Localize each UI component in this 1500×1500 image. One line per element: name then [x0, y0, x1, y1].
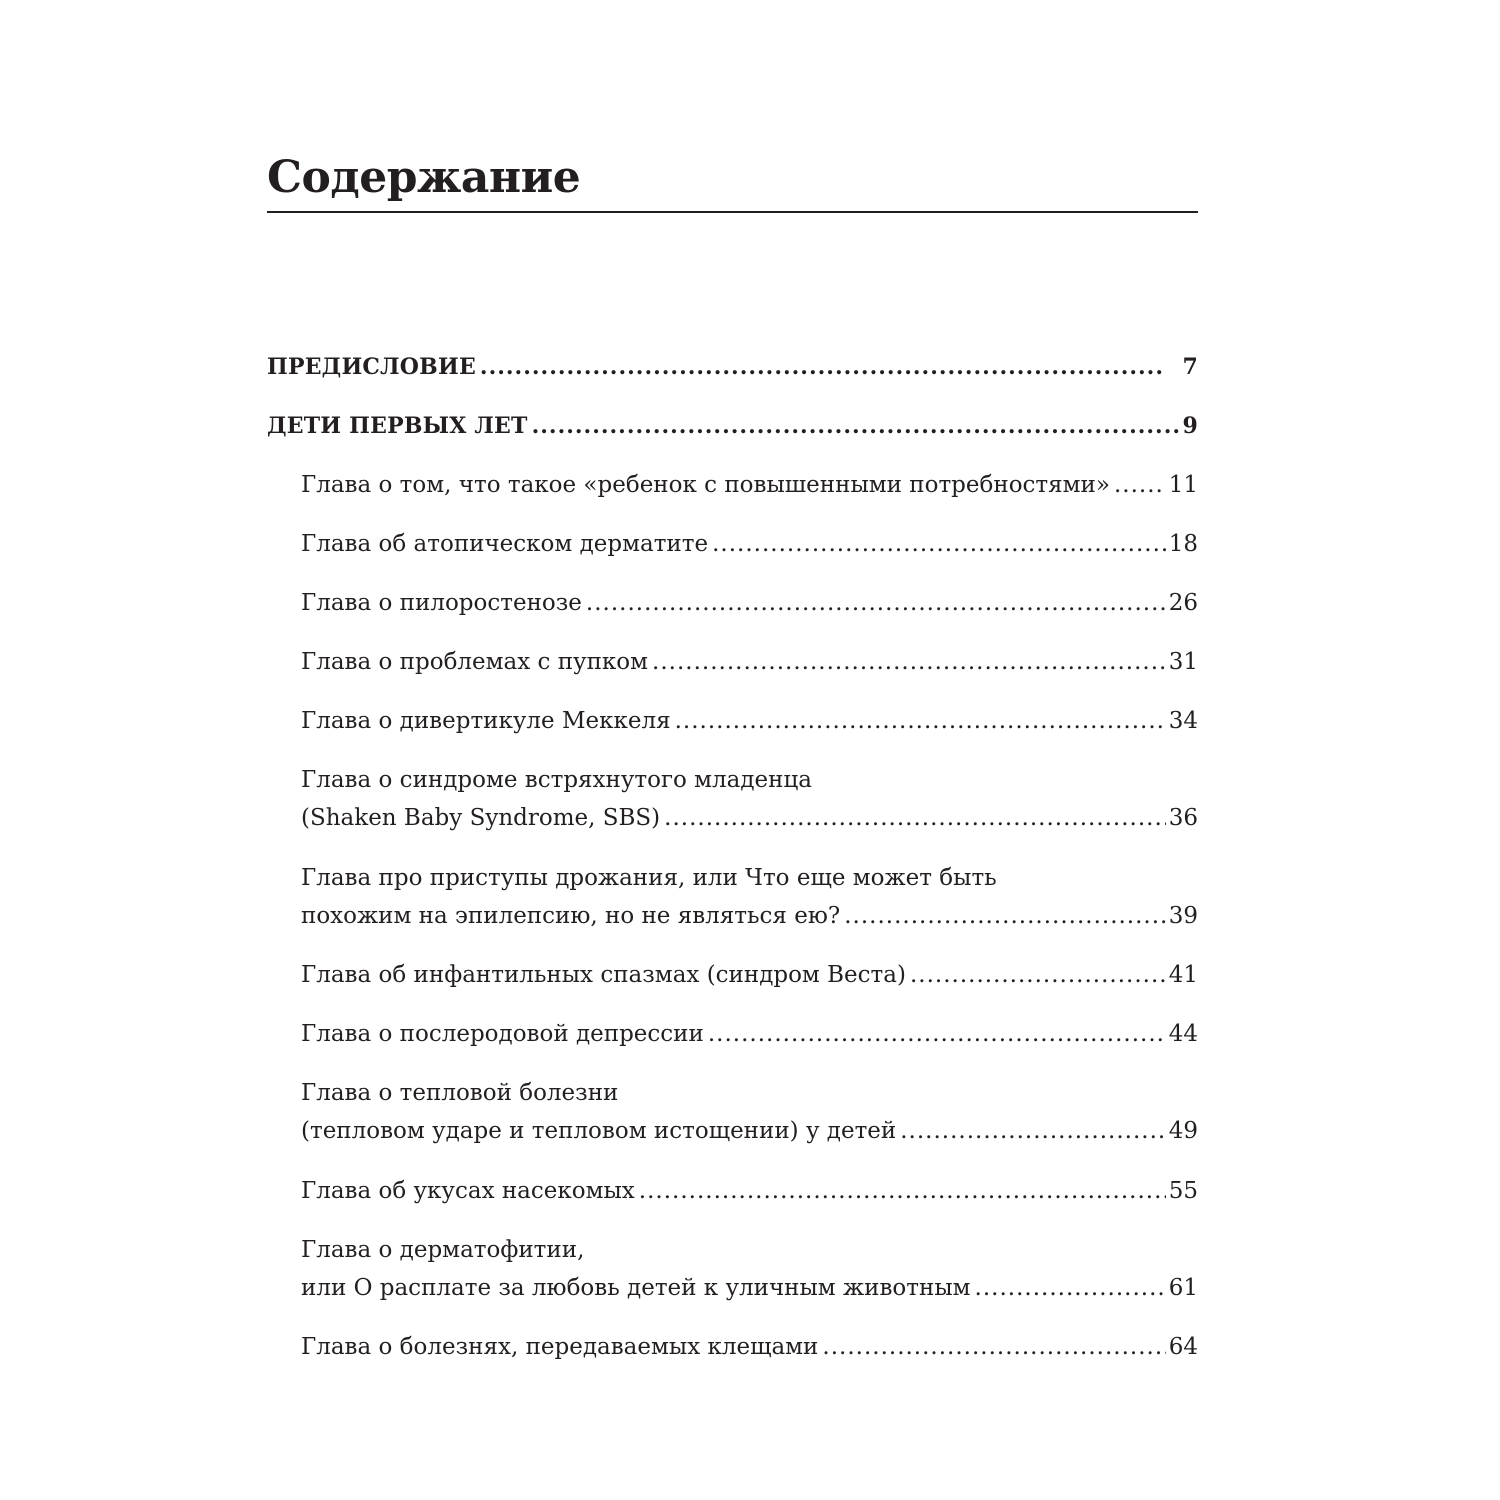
- page-title: Содержание: [267, 152, 581, 203]
- toc-entry-title-line1: Глава о тепловой болезни: [301, 1080, 619, 1106]
- dot-leader: [910, 956, 1166, 994]
- dot-leader: [664, 799, 1166, 837]
- toc-entry-title-line2: похожим на эпилепсию, но не являться ею?: [301, 903, 841, 929]
- dot-leader: [652, 643, 1166, 681]
- dot-leader: [900, 1112, 1165, 1150]
- dot-leader: [975, 1269, 1166, 1307]
- toc-entry-chapter[interactable]: [301, 1231, 1198, 1307]
- dot-leader: [532, 407, 1180, 445]
- toc-entry-title-line2: (Shaken Baby Syndrome, SBS): [301, 805, 661, 831]
- toc-entry-chapter[interactable]: [301, 584, 1198, 622]
- toc-entry-title: Глава о дивертикуле Меккеля: [301, 708, 671, 734]
- dot-leader: [712, 525, 1166, 563]
- toc-entry-chapter[interactable]: [301, 466, 1198, 504]
- toc-entry-title: Глава о пилоростенозе: [301, 590, 582, 616]
- toc-entry-page: 9: [1182, 413, 1198, 439]
- toc-entry-section-early-years[interactable]: [267, 407, 1198, 445]
- toc-entry-page: 26: [1168, 590, 1198, 616]
- toc-entry-title: Глава об атопическом дерматите: [301, 531, 709, 557]
- toc-entry-title: Глава о проблемах с пупком: [301, 649, 649, 675]
- dot-leader: [708, 1015, 1166, 1053]
- toc-entry-page: 39: [1168, 903, 1198, 929]
- toc-entry-title: Глава о том, что такое «ребенок с повышенными потребностями»: [301, 472, 1110, 498]
- toc-entry-page: 61: [1168, 1275, 1198, 1301]
- toc-entry-title-line1: Глава о дерматофитии,: [301, 1237, 585, 1263]
- toc-entry-title-line2: (тепловом ударе и тепловом истощении) у детей: [301, 1118, 897, 1144]
- toc-entry-title-line1: Глава про приступы дрожания, или Что еще может быть: [301, 865, 997, 891]
- dot-leader: [675, 702, 1166, 740]
- toc-entry-preface[interactable]: [267, 348, 1198, 386]
- toc-entry-title: Глава о болезнях, передаваемых клещами: [301, 1334, 819, 1360]
- toc-entry-page: 41: [1168, 962, 1198, 988]
- toc-entry-chapter[interactable]: [301, 702, 1198, 740]
- toc-entry-title: Глава о послеродовой депрессии: [301, 1021, 704, 1047]
- dot-leader: [480, 348, 1166, 386]
- toc-entry-page: 49: [1168, 1118, 1198, 1144]
- toc-entry-page: 11: [1168, 472, 1198, 498]
- dot-leader: [1114, 466, 1166, 504]
- toc-entry-title: Глава об укусах насекомых: [301, 1178, 635, 1204]
- toc-entry-chapter[interactable]: [301, 643, 1198, 681]
- toc-entry-chapter[interactable]: [301, 859, 1198, 935]
- dot-leader: [639, 1172, 1166, 1210]
- toc-entry-chapter[interactable]: [301, 1074, 1198, 1150]
- toc-entry-title-line1: Глава о синдроме встряхнутого младенца: [301, 767, 812, 793]
- toc-entry-page: 18: [1168, 531, 1198, 557]
- toc-entry-page: 55: [1168, 1178, 1198, 1204]
- dot-leader: [844, 897, 1165, 935]
- dot-leader: [822, 1328, 1165, 1366]
- toc-entry-page: 36: [1168, 805, 1198, 831]
- toc-entry-title: Глава об инфантильных спазмах (синдром Веста): [301, 962, 906, 988]
- toc-entry-chapter[interactable]: [301, 1328, 1198, 1366]
- toc-entry-page: 34: [1168, 708, 1198, 734]
- toc-entry-chapter[interactable]: [301, 525, 1198, 563]
- toc-entry-chapter[interactable]: [301, 1172, 1198, 1210]
- toc-entry-page: 44: [1168, 1021, 1198, 1047]
- dot-leader: [586, 584, 1166, 622]
- toc-entry-page: 7: [1182, 354, 1198, 380]
- title-rule: [267, 211, 1198, 213]
- toc-entry-title: ДЕТИ ПЕРВЫХ ЛЕТ: [267, 413, 528, 439]
- toc-entry-chapter[interactable]: [301, 1015, 1198, 1053]
- toc-entry-chapter[interactable]: [301, 956, 1198, 994]
- toc-entry-page: 64: [1168, 1334, 1198, 1360]
- toc-entry-title-line2: или О расплате за любовь детей к уличным животным: [301, 1275, 971, 1301]
- toc-entry-chapter[interactable]: [301, 761, 1198, 837]
- toc-entry-title: ПРЕДИСЛОВИЕ: [267, 354, 476, 380]
- toc-entry-page: 31: [1168, 649, 1198, 675]
